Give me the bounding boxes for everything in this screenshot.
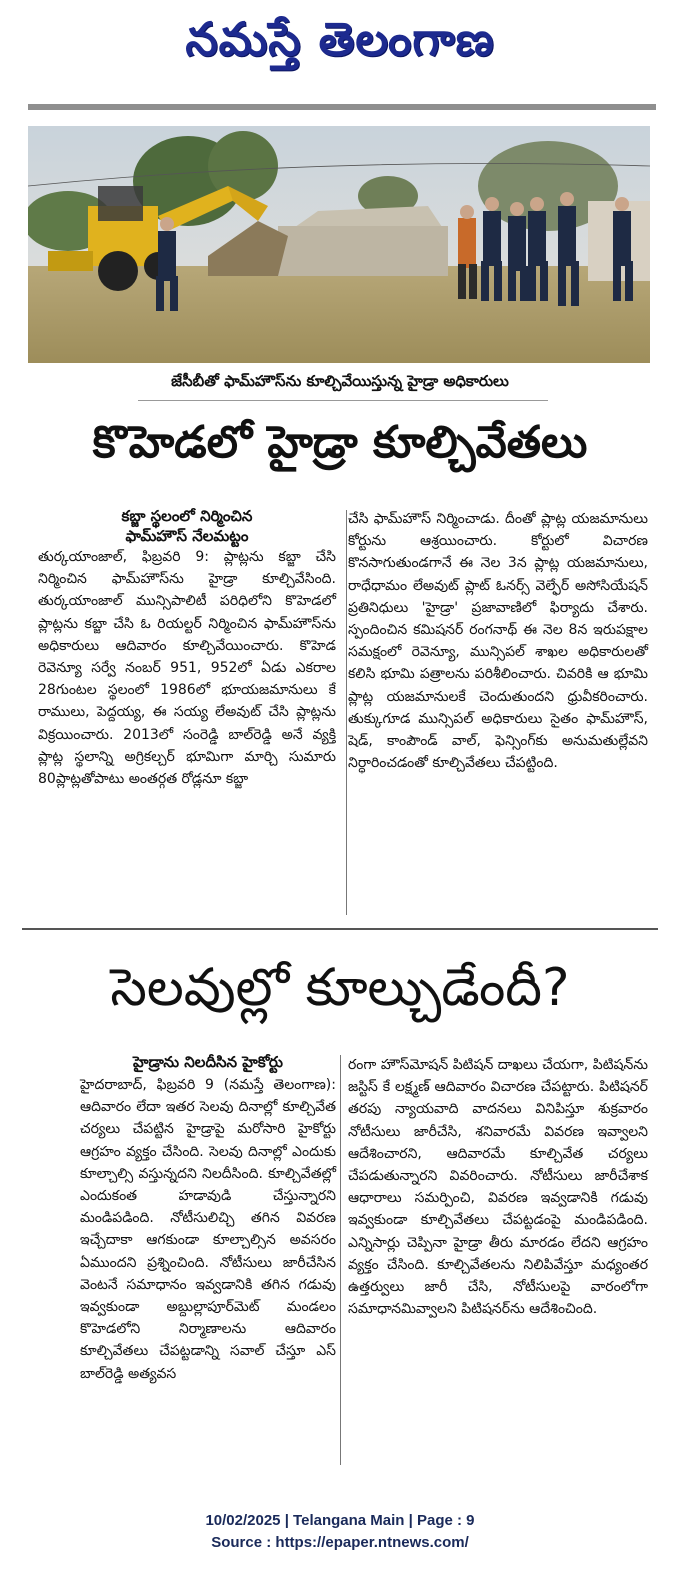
article1-right-column <box>348 508 648 774</box>
column-divider <box>346 510 347 915</box>
footer <box>0 1510 680 1554</box>
article2-subhead: హైడ్రాను నిలదీసిన హైకోర్టు <box>133 1053 283 1071</box>
caption-rule <box>138 400 548 401</box>
article1-headline: కొహెడలో హైడ్రా కూల్చివేతలు <box>92 417 588 468</box>
article2-left-text: హైదరాబాద్, ఫిబ్రవరి 9 (నమస్తే తెలంగాణ): ఆదివారం లేదా ఇతర సెలవు దినాల్లో కూల్చివేత చర్యలు చేపట్టిన హైడ్రాపై మరోసారి హైకోర్టు ఆగ్రహం వ్యక్తం చేసింది. సెలవు దినాల్లో ఎందుకు కూల్చాల్సి వస్తున్నదని నిలదీసింది. కూల్చివేతల్లో ఎందుకంత హడావుడి చేస్తున్నారని మండిపడింది. నోటీసులిచ్చి తగిన వివరణ ఇచ్చేదాకా ఆగకుండా కూల్చాల్సిన అవసరం ఏముందని ప్రశ్నించింది. నోటీసులు జారీచేసిన వెంటనే సమాధానం ఇవ్వడానికి తగిన గడువు ఇవ్వకుండా అబ్దుల్లాపూర్‌మెట్ మండలం కొహెడలోని నిర్మాణాలను ఆదివారం కూల్చివేతలు చేపట్టడాన్ని సవాల్ చేస్తూ ఎస్ బాల్‌రెడ్డి అత్యవస <box>80 1077 336 1382</box>
article1-subhead-line2: ఫామ్‌హౌస్ నేలమట్టం <box>125 527 249 545</box>
news-photo <box>28 126 650 363</box>
column-divider <box>340 1055 341 1465</box>
footer-source-link[interactable]: Source : https://epaper.ntnews.com/ <box>211 1534 469 1551</box>
article2-right-column <box>348 1054 648 1320</box>
article2-left-column <box>80 1052 336 1385</box>
article1-subhead-line1: కబ్జా స్థలంలో నిర్మించిన <box>121 507 253 525</box>
photo-caption: జేసీబీతో ఫామ్‌హౌస్‌ను కూల్చివేయిస్తున్న హైడ్రా అధికారులు <box>171 372 509 390</box>
article2-right-text: రంగా హౌస్‌మోషన్ పిటిషన్ దాఖలు చేయగా, పిటిషన్‌ను జస్టిస్ కే లక్ష్మణ్ ఆదివారం విచారణ చేపట్టారు. పిటిషనర్ తరపు న్యాయవాది వాదనలు వినిపిస్తూ శుక్రవారం నోటీసులు జారీచేసి, శనివారమే వివరణ ఇవ్వాలని ఆదేశించారని, ఆదివారమే కూల్చివేత చర్యలు చేపడుతున్నారని వివరించారు. నోటీసులు జారీచేశాక ఆధారాలు సమర్పించి, వివరణ ఇవ్వడానికి గడువు ఇవ్వకుండా కూల్చివేతలు చేపట్టడంపై మండిపడింది. ఎన్నిసార్లు చెప్పినా హైడ్రా తీరు మారడం లేదని ఆగ్రహం వ్యక్తం చేసింది. కూల్చివేతలను నిలిపివేస్తూ మధ్యంతర ఉత్తర్వులు జారీ చేసి, నోటీసులపై వారంలోగా సమాధానమివ్వాలని పిటిషనర్‌ను ఆదేశించింది. <box>348 1057 648 1318</box>
article1-left-text: తుర్కయాంజాల్, ఫిబ్రవరి 9: ప్లాట్లను కబ్జా చేసి నిర్మించిన ఫామ్‌హౌస్‌ను హైడ్రా కూల్చివేసింది. తుర్కయాంజాల్ మున్సిపాలిటీ పరిధిలోని కొహెడలో ప్లాట్లను కబ్జా చేసి ఓ రియల్టర్ నిర్మించిన ఫామ్‌హౌస్‌ను అధికారులు ఆదివారం కూల్చివేయించారు. కొహెడ రెవెన్యూ సర్వే నంబర్ 951, 952లో ఏడు ఎకరాల 28గుంటల స్థలంలో 1986లో భూయజమానులు కే రాములు, పెద్దయ్య, ఈ సయ్య లేఅవుట్ చేసి ప్లాట్లను విక్రయించారు. 2013లో సంరెడ్డి బాల్‌రెడ్డి అనే వ్యక్తి ప్లాట్ల స్థలాన్ని అగ్రికల్చర్ భూమిగా మార్చి సుమారు 80ప్లాట్లతోపాటు అంతర్గత రోడ్లనూ కబ్జా <box>38 549 336 788</box>
article1-right-text: చేసి ఫామ్‌హౌస్ నిర్మించాడు. దీంతో ప్లాట్ల యజమానులు కోర్టును ఆశ్రయించారు. కోర్టులో విచారణ కొనసాగుతుండగానే ఈ నెల 3న ప్లాట్ల యజమానులు, రాధేధామం లేఅవుట్ ప్లాట్ ఓనర్స్ వెల్ఫేర్ అసోసియేషన్ ప్రతినిధులు 'హైడ్రా' ప్రజావాణిలో ఫిర్యాదు చేశారు. స్పందించిన కమిషనర్ రంగనాథ్ ఈ నెల 8న ఇరుపక్షాల సమక్షంలో రెవెన్యూ, మున్సిపల్ శాఖల అధికారులతో కలిసి భూమి పత్రాలను పరిశీలించారు. చివరికి ఆ భూమి ప్లాట్ల యజమానులకే చెందుతుందని ధ్రువీకరించారు. తుక్కుగూడ మున్సిపల్ అధికారులు సైతం ఫామ్‌హౌస్, షెడ్, కాంపౌండ్ వాల్, ఫెన్సింగ్‌కు అనుమతుల్లేవని నిర్ధారించడంతో కూల్చివేతలు చేపట్టింది. <box>348 511 648 772</box>
masthead-rule <box>28 104 656 110</box>
article2-headline: సెలవుల్లో కూల్చుడేందీ? <box>110 958 570 1018</box>
masthead-title: నమస్తే తెలంగాణ <box>185 12 495 66</box>
article1-left-column <box>38 506 336 790</box>
section-rule <box>22 928 658 930</box>
footer-date-line: 10/02/2025 | Telangana Main | Page : 9 <box>205 1512 475 1529</box>
masthead <box>0 0 680 100</box>
